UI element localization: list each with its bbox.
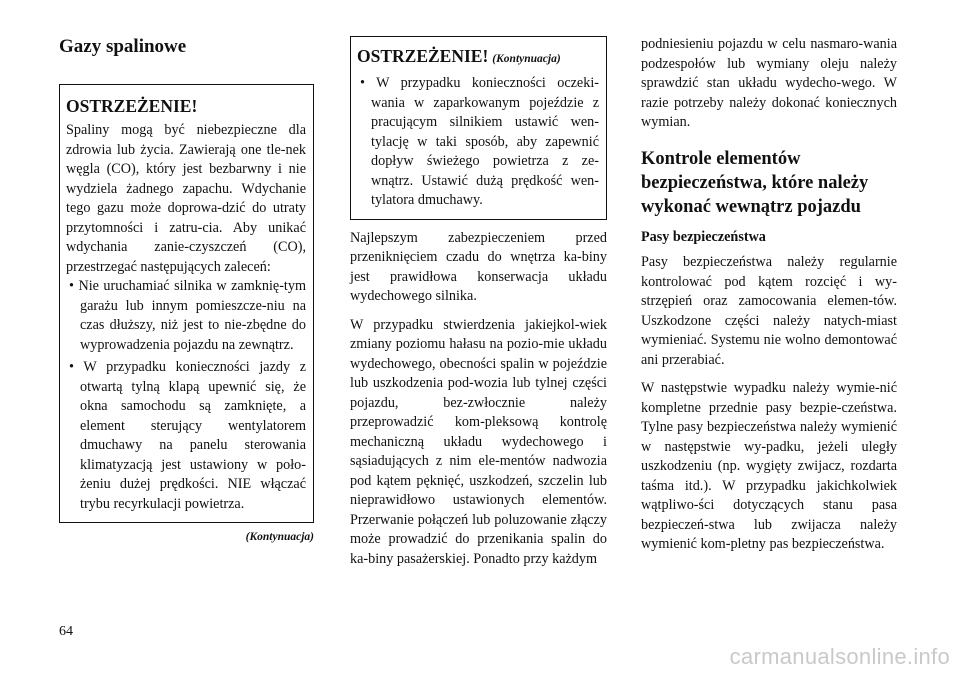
column-right	[641, 36, 897, 555]
list-item: • W przypadku konieczności jazdy z otwartą tylną klapą upewnić się, że okna samochodu są zamknięte, a element sterujący wentylatorem dmuchawy na panelu sterowania klimatyzacją jest ustawiony w poło-żeniu dużej prędkości. NIE włączać trybu recyrkulacji powietrza.	[69, 359, 306, 512]
warning-title-text: OSTRZEŻENIE!	[357, 46, 489, 66]
paragraph: podniesieniu pojazdu w celu nasmaro-wania podzespołów lub wymiany oleju należy sprawdzić stan układu wydecho-wego. W razie potrzeby należy dokonać koniecznych wymian.	[641, 36, 897, 130]
warning-list	[66, 277, 306, 514]
subheading: Pasy bezpieczeństwa	[641, 228, 766, 245]
list-item: • W przypadku konieczności oczeki-wania w zaparkowanym pojeździe z pracującym silnikiem ustawić wen-tylację w taki sposób, aby zapewnić dopływ świeżego powietrza z ze-wnątrz. Ustawić dużą prędkość wen-tylatora dmuchawy.	[360, 75, 599, 208]
paragraph: W przypadku stwierdzenia jakiejkol-wiek zmiany poziomu hałasu na pozio-mie układu wydechowego, obecności spalin w pojeździe lub uszkodzenia pod-wozia lub tylnej części pojazdu, bez-zwłocznie należy przeprowadzić kom-pleksową kontrolę mechaniczną układu wydechowego i sąsiadujących z nim ele-mentów nadwozia pod kątem pęknięć, uszkodzeń, szczelin lub nieprawidłowo ustawionych elementów. Przerwanie połączeń lub poluzowanie złączy może prowadzić do przenikania spalin do ka-biny pasażerskiej. Ponadto przy każdym	[350, 316, 607, 567]
list-item: • Nie uruchamiać silnika w zamknię-tym garażu lub innym pomieszcze-niu na czas dłuższy, niż jest to nie-zbędne do wyprowadzenia pojazdu na zewnątrz.	[69, 278, 306, 353]
watermark: carmanualsonline.info	[729, 644, 950, 669]
warning-intro: Spaliny mogą być niebezpieczne dla zdrowia lub życia. Zawierają one tle-nek węgla (CO), który jest bezbarwny i nie wydziela żadnego zapachu. Wdychanie tego gazu może doprowa-dzić do utraty przytomności i zatru-cia. Aby unikać wdychania zanie-czyszczeń (CO), przestrzegać następujących zaleceń:	[66, 122, 306, 275]
section-heading: Kontrole elementów bezpieczeństwa, które należy wykonać wewnątrz pojazdu	[641, 148, 869, 217]
warning-title	[357, 45, 599, 70]
continued-note: (Kontynuacja)	[245, 531, 314, 543]
section-title: Gazy spalinowe	[59, 36, 187, 57]
page-number: 64	[59, 624, 73, 639]
warning-continued-label: (Kontynuacja)	[492, 53, 561, 65]
paragraph: W następstwie wypadku należy wymie-nić kompletne przednie pasy bezpie-czeństwa. Tylne pasy bezpieczeństwa należy wymienić w następstwie wy-padku, jeżeli uległy uszkodzeniu (np. wygięty zwijacz, rozdarta taśma itd.). W przypadku jakichkolwiek wątpliwo-ści dotyczących stanu pasa bezpieczeń-stwa lub zwijacza należy wymienić kom-pletny pas bezpieczeństwa.	[641, 380, 897, 552]
warning-list	[357, 74, 599, 211]
column-left	[59, 36, 314, 543]
paragraph: Pasy bezpieczeństwa należy regularnie kontrolować pod kątem rozcięć i wy-strzępień oraz zamocowania elemen-tów. Uszkodzone części należy natych-miast wymieniać. Systemu nie wolno demontować ani przerabiać.	[641, 254, 897, 368]
warning-box	[59, 84, 314, 523]
warning-box-continued	[350, 36, 607, 220]
column-middle	[350, 36, 607, 569]
warning-title: OSTRZEŻENIE!	[66, 96, 198, 116]
paragraph: Najlepszym zabezpieczeniem przed przeniknięciem czadu do wnętrza ka-biny jest prawidłowa konserwacja układu wydechowego silnika.	[350, 229, 607, 304]
